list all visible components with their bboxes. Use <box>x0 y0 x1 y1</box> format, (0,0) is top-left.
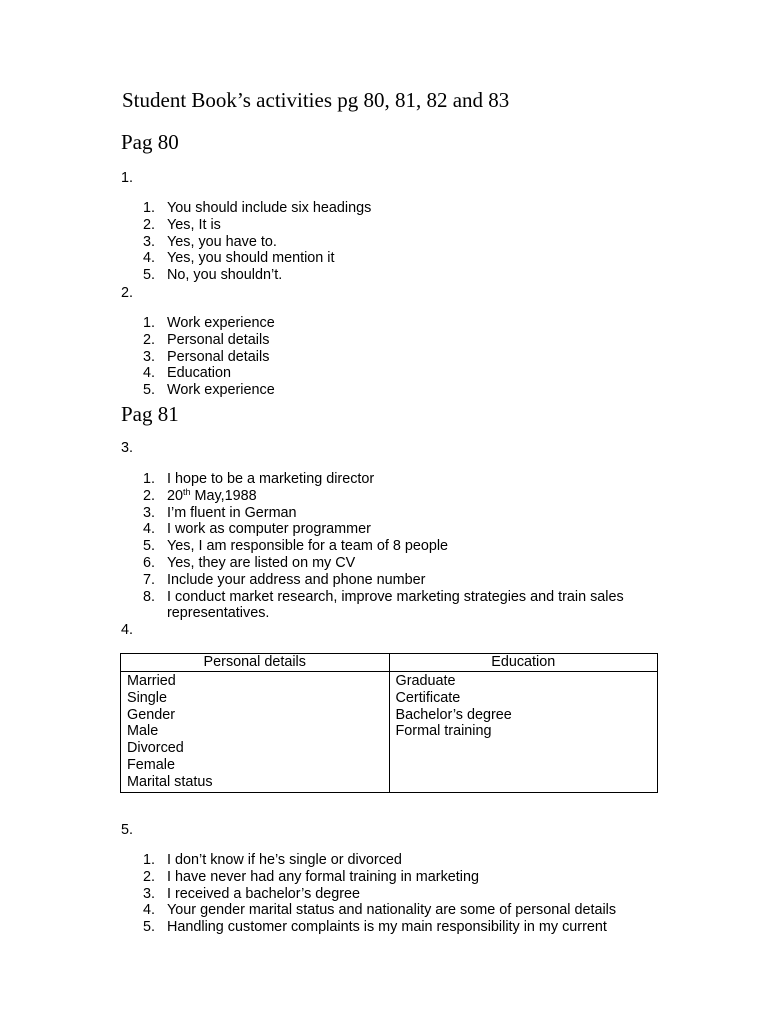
table-cell-item: Male <box>127 723 159 740</box>
table-cell-item: Gender <box>127 706 175 723</box>
list-item-text: Yes, you have to. <box>167 233 277 250</box>
list-item <box>0 869 616 886</box>
table-cell-item: Formal training <box>395 723 492 740</box>
exercise-number-2: 2. <box>121 285 134 301</box>
section-heading-pag81: Pag 81 <box>121 402 179 426</box>
table-cell-item: Graduate <box>395 673 456 689</box>
list-item-text: Yes, I am responsible for a team of 8 people <box>167 538 449 555</box>
list-item <box>0 217 371 234</box>
exercise-3-list <box>0 471 637 622</box>
list-marker: 4. <box>143 902 156 919</box>
list-marker: 6. <box>143 554 156 571</box>
list-marker: 7. <box>143 571 156 588</box>
list-marker: 8. <box>143 588 156 605</box>
list-item <box>0 902 616 919</box>
list-item-text: I have never had any formal training in marketing <box>167 868 479 885</box>
list-item-text: I hope to be a marketing director <box>167 471 375 487</box>
table-cell-item: Single <box>127 689 168 706</box>
list-marker: 1. <box>143 471 156 487</box>
list-item-text: Education <box>167 365 232 382</box>
list-item-text: I conduct market research, improve marketing strategies and train sales representatives. <box>167 588 624 622</box>
list-item-text: Yes, It is <box>167 216 221 233</box>
list-item-text: Personal details <box>167 348 270 365</box>
list-marker: 3. <box>143 885 156 902</box>
exercise-number-1: 1. <box>121 170 134 186</box>
table-cell-item: Marital status <box>127 773 213 790</box>
list-marker: 2. <box>143 216 156 233</box>
page-title: Student Book’s activities pg 80, 81, 82 and 83 <box>122 88 510 112</box>
list-item <box>0 505 637 522</box>
table-header-row <box>121 654 658 672</box>
list-marker: 4. <box>143 250 156 267</box>
table-cell-personal-details <box>121 672 390 793</box>
list-item-text: Yes, they are listed on my CV <box>167 554 356 571</box>
date-ordinal-suffix: th <box>183 486 191 497</box>
list-marker: 5. <box>143 267 156 284</box>
list-item-text-date <box>167 488 257 504</box>
vocabulary-table <box>120 653 658 793</box>
table-row <box>121 672 658 793</box>
list-item <box>0 572 637 589</box>
list-item <box>0 365 275 382</box>
list-marker: 5. <box>143 538 156 555</box>
list-marker: 5. <box>143 382 156 399</box>
exercise-number-5: 5. <box>121 822 134 838</box>
list-item-text: I’m fluent in German <box>167 504 297 521</box>
list-item <box>0 250 371 267</box>
table-header-education: Education <box>389 654 658 672</box>
table-cell-education <box>389 672 658 793</box>
table-cell-item: Divorced <box>127 740 184 757</box>
list-item <box>0 234 371 251</box>
exercise-2-list <box>0 315 275 399</box>
list-item-text: Personal details <box>167 331 270 348</box>
list-item-text: You should include six headings <box>167 200 372 216</box>
exercise-number-3: 3. <box>121 440 134 456</box>
exercise-1-list <box>0 200 371 284</box>
list-item <box>0 886 616 903</box>
list-item <box>0 382 275 399</box>
list-marker: 1. <box>143 200 156 216</box>
list-item-text: I don’t know if he’s single or divorced <box>167 852 402 868</box>
list-item-text: Work experience <box>167 382 275 399</box>
list-item-text: Yes, you should mention it <box>167 250 335 267</box>
list-item <box>0 589 637 623</box>
table-cell-item: Bachelor’s degree <box>395 706 512 723</box>
list-item-text: I received a bachelor’s degree <box>167 885 361 902</box>
table-cell-item: Certificate <box>395 689 461 706</box>
list-item <box>0 488 637 505</box>
list-marker: 5. <box>143 919 156 936</box>
section-heading-pag80: Pag 80 <box>121 130 179 154</box>
date-rest: May,1988 <box>190 487 257 504</box>
list-marker: 1. <box>143 852 156 868</box>
list-item <box>0 200 371 217</box>
list-item-text: I work as computer programmer <box>167 521 371 538</box>
list-item <box>0 332 275 349</box>
list-marker: 4. <box>143 521 156 538</box>
list-marker: 2. <box>143 487 156 504</box>
list-item-text: Handling customer complaints is my main responsibility in my current <box>167 919 607 936</box>
list-item <box>0 471 637 488</box>
list-marker: 3. <box>143 348 156 365</box>
table-cell-item: Married <box>127 673 176 689</box>
table-header-personal-details: Personal details <box>121 654 390 672</box>
list-item-text: Work experience <box>167 315 275 331</box>
list-item <box>0 267 371 284</box>
list-item <box>0 521 637 538</box>
list-item-text: No, you shouldn’t. <box>167 267 283 284</box>
list-item <box>0 538 637 555</box>
date-day: 20 <box>167 487 184 504</box>
list-item <box>0 349 275 366</box>
list-item <box>0 555 637 572</box>
list-marker: 1. <box>143 315 156 331</box>
list-marker: 2. <box>143 331 156 348</box>
list-item <box>0 919 616 936</box>
list-marker: 3. <box>143 504 156 521</box>
list-marker: 2. <box>143 868 156 885</box>
list-item <box>0 315 275 332</box>
list-marker: 3. <box>143 233 156 250</box>
list-item-text: Your gender marital status and nationality are some of personal details <box>167 902 617 919</box>
exercise-5-list <box>0 852 616 936</box>
table-cell-item: Female <box>127 756 175 773</box>
list-marker: 4. <box>143 365 156 382</box>
list-item-text: Include your address and phone number <box>167 571 426 588</box>
exercise-number-4: 4. <box>121 622 134 638</box>
list-item <box>0 852 616 869</box>
